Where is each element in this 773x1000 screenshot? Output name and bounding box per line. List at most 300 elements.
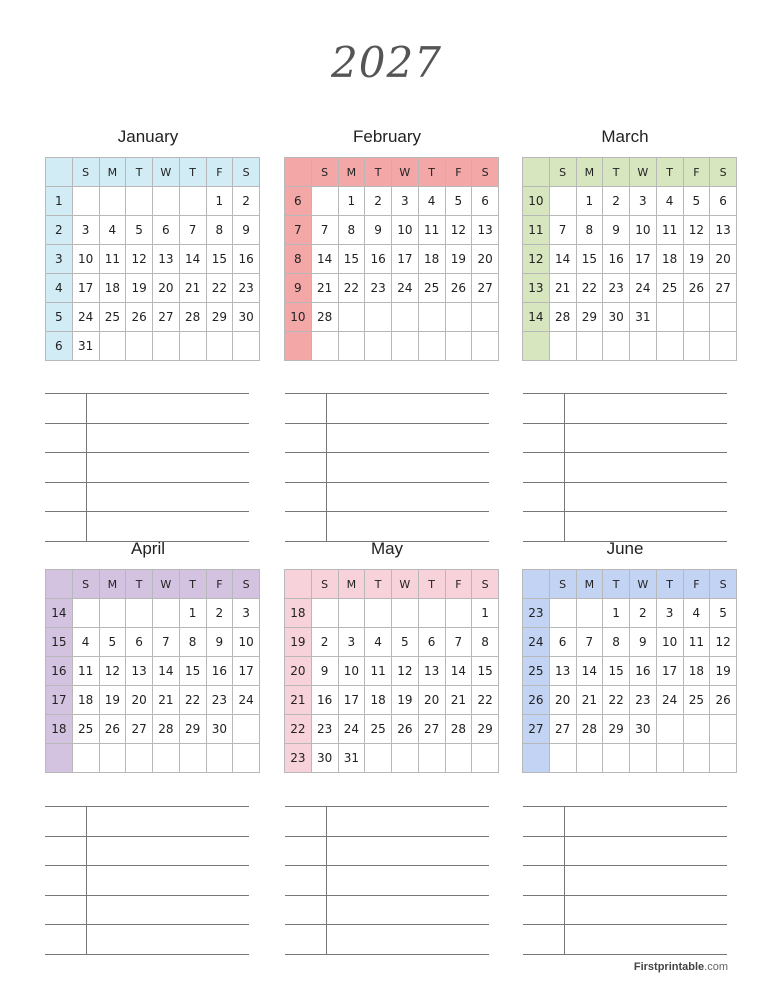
note-divider <box>86 394 87 423</box>
note-divider <box>564 483 565 512</box>
note-divider <box>86 483 87 512</box>
note-line <box>45 512 249 542</box>
day-cell: 23 <box>365 274 392 303</box>
day-cell: 11 <box>418 216 445 245</box>
day-cell: 25 <box>683 686 710 715</box>
weekday-header-row <box>523 570 737 599</box>
week-number-header <box>46 158 73 187</box>
day-cell <box>365 303 392 332</box>
day-cell <box>576 744 603 773</box>
day-cell <box>99 599 126 628</box>
day-cell: 3 <box>72 216 99 245</box>
month-calendar-june <box>522 539 731 773</box>
day-cell: 30 <box>311 744 338 773</box>
day-cell: 11 <box>72 657 99 686</box>
day-cell: 21 <box>549 274 576 303</box>
weekday-header: F <box>206 570 233 599</box>
day-cell: 11 <box>365 657 392 686</box>
day-cell: 8 <box>576 216 603 245</box>
month-name: May <box>370 539 404 558</box>
week-row <box>46 628 260 657</box>
day-cell <box>630 332 657 361</box>
week-number: 25 <box>523 657 550 686</box>
day-cell <box>418 303 445 332</box>
day-cell <box>549 599 576 628</box>
note-divider <box>326 424 327 453</box>
week-row <box>46 715 260 744</box>
week-number: 16 <box>46 657 73 686</box>
day-cell: 29 <box>603 715 630 744</box>
day-cell: 27 <box>549 715 576 744</box>
day-cell: 4 <box>683 599 710 628</box>
day-cell: 6 <box>710 187 737 216</box>
month-calendar-february <box>284 127 493 361</box>
week-row <box>523 686 737 715</box>
week-row <box>285 744 499 773</box>
day-cell: 24 <box>392 274 419 303</box>
day-cell <box>472 303 499 332</box>
week-number: 7 <box>285 216 312 245</box>
day-cell: 16 <box>311 686 338 715</box>
day-cell: 19 <box>392 686 419 715</box>
day-cell: 16 <box>603 245 630 274</box>
weekday-header: T <box>418 158 445 187</box>
weekday-header: W <box>153 570 180 599</box>
week-row <box>285 657 499 686</box>
day-cell: 28 <box>576 715 603 744</box>
day-cell: 21 <box>311 274 338 303</box>
day-cell: 2 <box>630 599 657 628</box>
day-cell <box>392 599 419 628</box>
day-cell: 9 <box>311 657 338 686</box>
week-number: 19 <box>285 628 312 657</box>
weekday-header: F <box>445 570 472 599</box>
day-cell: 1 <box>206 187 233 216</box>
day-cell <box>656 715 683 744</box>
day-cell: 8 <box>472 628 499 657</box>
notes-lines-march <box>523 393 727 542</box>
weekday-header: T <box>126 570 153 599</box>
weekday-header: S <box>710 158 737 187</box>
week-number: 22 <box>285 715 312 744</box>
note-line <box>45 806 249 837</box>
notes-lines-april <box>45 806 249 955</box>
day-cell <box>656 744 683 773</box>
day-cell: 12 <box>683 216 710 245</box>
day-cell <box>179 332 206 361</box>
day-cell: 25 <box>418 274 445 303</box>
day-cell: 1 <box>179 599 206 628</box>
day-cell: 14 <box>311 245 338 274</box>
week-row <box>285 628 499 657</box>
week-row <box>523 744 737 773</box>
day-cell: 7 <box>576 628 603 657</box>
day-cell <box>72 599 99 628</box>
day-cell <box>392 332 419 361</box>
day-cell <box>206 744 233 773</box>
week-number-header <box>523 158 550 187</box>
week-row <box>523 715 737 744</box>
weekday-header: M <box>576 158 603 187</box>
day-cell: 25 <box>72 715 99 744</box>
day-cell: 1 <box>472 599 499 628</box>
day-cell <box>99 187 126 216</box>
day-cell: 20 <box>549 686 576 715</box>
weekday-header: M <box>99 570 126 599</box>
day-cell <box>126 332 153 361</box>
day-cell: 9 <box>630 628 657 657</box>
week-number: 23 <box>285 744 312 773</box>
note-line <box>45 925 249 955</box>
day-cell: 5 <box>445 187 472 216</box>
day-cell <box>338 332 365 361</box>
day-cell: 13 <box>710 216 737 245</box>
day-cell: 30 <box>630 715 657 744</box>
month-table <box>284 157 499 361</box>
day-cell <box>338 599 365 628</box>
note-divider <box>564 837 565 866</box>
week-number: 10 <box>285 303 312 332</box>
weekday-header: S <box>472 158 499 187</box>
note-divider <box>564 925 565 954</box>
note-divider <box>564 424 565 453</box>
week-number: 23 <box>523 599 550 628</box>
note-divider <box>86 866 87 895</box>
weekday-header: F <box>445 158 472 187</box>
note-line <box>285 453 489 483</box>
day-cell: 17 <box>630 245 657 274</box>
week-number: 5 <box>46 303 73 332</box>
week-number: 15 <box>46 628 73 657</box>
day-cell: 28 <box>179 303 206 332</box>
day-cell: 25 <box>99 303 126 332</box>
day-cell: 20 <box>126 686 153 715</box>
day-cell <box>311 187 338 216</box>
day-cell: 2 <box>233 187 260 216</box>
weekday-header: S <box>549 570 576 599</box>
month-calendar-march <box>522 127 731 361</box>
day-cell: 14 <box>179 245 206 274</box>
day-cell: 26 <box>99 715 126 744</box>
month-name: February <box>352 127 422 146</box>
week-number: 14 <box>523 303 550 332</box>
day-cell <box>445 332 472 361</box>
week-row <box>285 245 499 274</box>
day-cell: 15 <box>179 657 206 686</box>
day-cell: 24 <box>656 686 683 715</box>
day-cell: 3 <box>233 599 260 628</box>
day-cell: 25 <box>656 274 683 303</box>
weekday-header: T <box>656 570 683 599</box>
week-number: 10 <box>523 187 550 216</box>
day-cell: 30 <box>206 715 233 744</box>
day-cell: 16 <box>206 657 233 686</box>
week-row <box>523 657 737 686</box>
day-cell: 13 <box>418 657 445 686</box>
day-cell: 15 <box>472 657 499 686</box>
day-cell <box>472 332 499 361</box>
day-cell: 8 <box>206 216 233 245</box>
note-line <box>523 453 727 483</box>
day-cell: 12 <box>126 245 153 274</box>
note-line <box>285 925 489 955</box>
day-cell: 21 <box>445 686 472 715</box>
day-cell: 11 <box>99 245 126 274</box>
day-cell: 15 <box>206 245 233 274</box>
day-cell: 23 <box>311 715 338 744</box>
day-cell: 15 <box>576 245 603 274</box>
note-line <box>285 512 489 542</box>
note-line <box>285 896 489 926</box>
week-row <box>285 303 499 332</box>
day-cell: 16 <box>233 245 260 274</box>
day-cell: 4 <box>99 216 126 245</box>
month-table <box>45 569 260 773</box>
day-cell: 22 <box>576 274 603 303</box>
month-table <box>284 569 499 773</box>
note-divider <box>86 512 87 541</box>
note-line <box>285 424 489 454</box>
weekday-header: F <box>683 570 710 599</box>
note-line <box>45 896 249 926</box>
weekday-header: T <box>656 158 683 187</box>
day-cell: 24 <box>338 715 365 744</box>
day-cell: 19 <box>710 657 737 686</box>
day-cell <box>392 303 419 332</box>
day-cell: 27 <box>126 715 153 744</box>
note-line <box>523 806 727 837</box>
day-cell: 3 <box>630 187 657 216</box>
day-cell: 24 <box>233 686 260 715</box>
weekday-header: T <box>179 158 206 187</box>
day-cell <box>418 744 445 773</box>
note-divider <box>326 866 327 895</box>
day-cell: 18 <box>418 245 445 274</box>
weekday-header: M <box>99 158 126 187</box>
year-title: 2027 <box>331 38 442 87</box>
day-cell: 31 <box>72 332 99 361</box>
day-cell: 5 <box>710 599 737 628</box>
note-divider <box>86 453 87 482</box>
day-cell: 26 <box>445 274 472 303</box>
day-cell: 14 <box>445 657 472 686</box>
day-cell: 14 <box>549 245 576 274</box>
weekday-header: S <box>72 158 99 187</box>
day-cell: 10 <box>338 657 365 686</box>
day-cell <box>683 332 710 361</box>
weekday-header: W <box>630 158 657 187</box>
day-cell: 2 <box>603 187 630 216</box>
weekday-header: S <box>233 570 260 599</box>
weekday-header: T <box>365 158 392 187</box>
day-cell: 10 <box>656 628 683 657</box>
day-cell: 12 <box>99 657 126 686</box>
day-cell <box>710 303 737 332</box>
day-cell: 6 <box>418 628 445 657</box>
day-cell: 6 <box>126 628 153 657</box>
day-cell: 18 <box>72 686 99 715</box>
day-cell: 18 <box>656 245 683 274</box>
day-cell: 9 <box>365 216 392 245</box>
notes-lines-january <box>45 393 249 542</box>
day-cell: 6 <box>549 628 576 657</box>
week-number: 6 <box>46 332 73 361</box>
week-row <box>285 187 499 216</box>
day-cell: 13 <box>549 657 576 686</box>
day-cell: 18 <box>99 274 126 303</box>
note-divider <box>86 807 87 836</box>
day-cell: 11 <box>683 628 710 657</box>
month-name: June <box>606 539 644 558</box>
weekday-header: T <box>126 158 153 187</box>
week-number: 4 <box>46 274 73 303</box>
day-cell <box>179 187 206 216</box>
day-cell: 5 <box>126 216 153 245</box>
day-cell: 13 <box>153 245 180 274</box>
week-row <box>46 187 260 216</box>
day-cell: 21 <box>576 686 603 715</box>
day-cell: 27 <box>418 715 445 744</box>
day-cell: 12 <box>710 628 737 657</box>
note-divider <box>326 394 327 423</box>
weekday-header: S <box>549 158 576 187</box>
day-cell: 10 <box>72 245 99 274</box>
day-cell: 26 <box>683 274 710 303</box>
note-line <box>45 453 249 483</box>
day-cell <box>656 332 683 361</box>
weekday-header: W <box>630 570 657 599</box>
day-cell: 28 <box>445 715 472 744</box>
day-cell: 3 <box>656 599 683 628</box>
day-cell: 29 <box>472 715 499 744</box>
note-line <box>45 483 249 513</box>
day-cell <box>72 187 99 216</box>
day-cell: 3 <box>392 187 419 216</box>
note-divider <box>326 512 327 541</box>
day-cell: 16 <box>365 245 392 274</box>
day-cell: 17 <box>72 274 99 303</box>
day-cell: 27 <box>710 274 737 303</box>
note-divider <box>86 837 87 866</box>
day-cell <box>338 303 365 332</box>
note-line <box>285 806 489 837</box>
day-cell: 7 <box>311 216 338 245</box>
note-divider <box>326 483 327 512</box>
weekday-header: S <box>233 158 260 187</box>
week-number: 6 <box>285 187 312 216</box>
week-row <box>46 245 260 274</box>
month-table <box>522 569 737 773</box>
day-cell: 22 <box>179 686 206 715</box>
day-cell <box>365 744 392 773</box>
day-cell: 5 <box>99 628 126 657</box>
day-cell <box>683 303 710 332</box>
week-number: 18 <box>285 599 312 628</box>
week-number: 14 <box>46 599 73 628</box>
day-cell <box>311 332 338 361</box>
week-number: 17 <box>46 686 73 715</box>
week-row <box>523 245 737 274</box>
day-cell: 15 <box>338 245 365 274</box>
day-cell: 29 <box>206 303 233 332</box>
note-divider <box>86 925 87 954</box>
day-cell <box>656 303 683 332</box>
day-cell <box>99 744 126 773</box>
day-cell <box>683 744 710 773</box>
day-cell: 2 <box>206 599 233 628</box>
week-row <box>285 216 499 245</box>
note-divider <box>326 807 327 836</box>
note-line <box>523 512 727 542</box>
week-number: 26 <box>523 686 550 715</box>
week-number-header <box>523 570 550 599</box>
note-line <box>285 483 489 513</box>
day-cell: 19 <box>99 686 126 715</box>
day-cell: 19 <box>126 274 153 303</box>
day-cell: 4 <box>72 628 99 657</box>
note-divider <box>564 512 565 541</box>
month-name: January <box>117 127 179 146</box>
day-cell: 29 <box>576 303 603 332</box>
note-divider <box>564 866 565 895</box>
month-table <box>522 157 737 361</box>
day-cell <box>603 332 630 361</box>
note-line <box>285 393 489 424</box>
day-cell: 8 <box>603 628 630 657</box>
day-cell: 14 <box>153 657 180 686</box>
day-cell <box>153 187 180 216</box>
day-cell: 1 <box>576 187 603 216</box>
month-calendar-may <box>284 539 493 773</box>
note-line <box>523 393 727 424</box>
day-cell <box>392 744 419 773</box>
day-cell: 27 <box>472 274 499 303</box>
day-cell: 30 <box>603 303 630 332</box>
note-divider <box>86 896 87 925</box>
note-line <box>45 393 249 424</box>
day-cell: 12 <box>392 657 419 686</box>
note-line <box>45 837 249 867</box>
week-row <box>46 303 260 332</box>
day-cell <box>418 332 445 361</box>
day-cell: 4 <box>418 187 445 216</box>
day-cell: 10 <box>233 628 260 657</box>
week-row <box>46 599 260 628</box>
weekday-header: W <box>392 158 419 187</box>
note-divider <box>326 837 327 866</box>
day-cell <box>445 303 472 332</box>
note-line <box>523 866 727 896</box>
week-number: 2 <box>46 216 73 245</box>
note-divider <box>326 453 327 482</box>
day-cell: 2 <box>365 187 392 216</box>
week-row <box>523 332 737 361</box>
day-cell <box>472 744 499 773</box>
day-cell <box>418 599 445 628</box>
week-number: 24 <box>523 628 550 657</box>
day-cell: 27 <box>153 303 180 332</box>
day-cell: 19 <box>445 245 472 274</box>
note-line <box>523 837 727 867</box>
week-number: 12 <box>523 245 550 274</box>
note-line <box>285 837 489 867</box>
day-cell <box>710 744 737 773</box>
day-cell: 22 <box>603 686 630 715</box>
month-calendar-january <box>45 127 254 361</box>
week-number: 13 <box>523 274 550 303</box>
day-cell: 8 <box>179 628 206 657</box>
week-row <box>523 187 737 216</box>
